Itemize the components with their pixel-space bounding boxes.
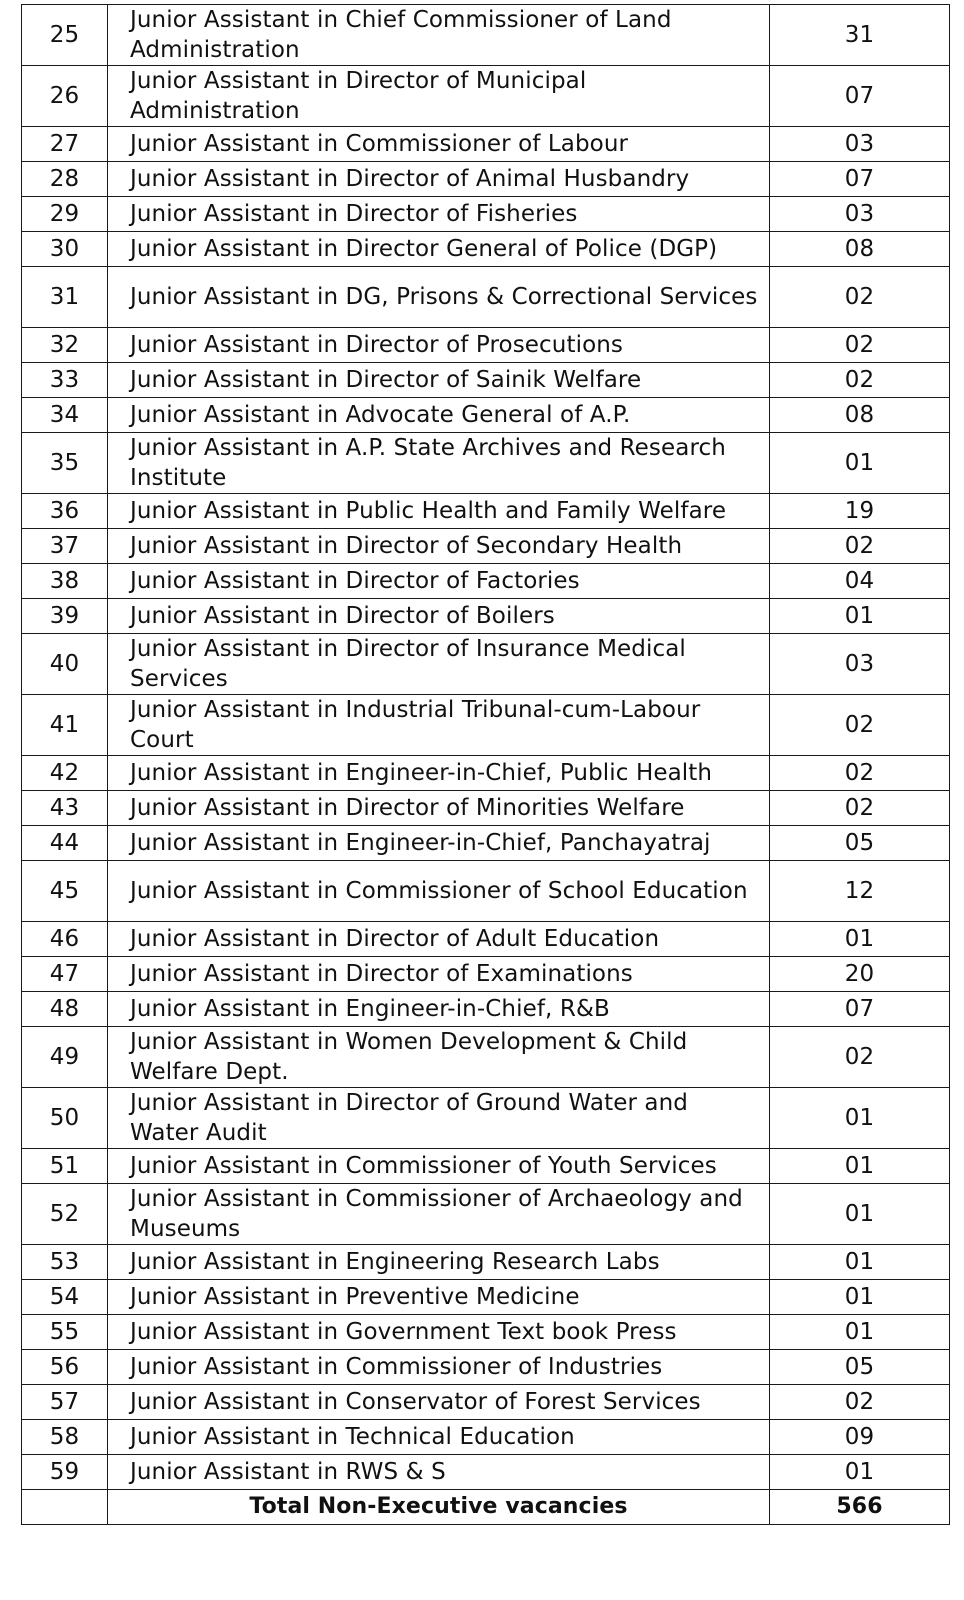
- serial-number-cell: 42: [22, 756, 108, 791]
- serial-number-cell: 36: [22, 494, 108, 529]
- post-name-cell: Junior Assistant in Engineer-in-Chief, R&B: [108, 992, 770, 1027]
- table-row: [22, 1420, 950, 1455]
- vacancy-count-cell: 02: [770, 529, 950, 564]
- vacancy-count-cell: 02: [770, 1027, 950, 1088]
- vacancy-count-cell: 02: [770, 328, 950, 363]
- serial-number-cell: 47: [22, 957, 108, 992]
- post-name-cell: Junior Assistant in Preventive Medicine: [108, 1280, 770, 1315]
- post-name-cell: Junior Assistant in Director of Insurance Medical Services: [108, 634, 770, 695]
- table-row: [22, 1027, 950, 1088]
- vacancy-count-cell: 12: [770, 861, 950, 922]
- vacancy-count-cell: 01: [770, 922, 950, 957]
- post-name-cell: Junior Assistant in Advocate General of A.P.: [108, 398, 770, 433]
- vacancy-count-cell: 02: [770, 267, 950, 328]
- serial-number-cell: 54: [22, 1280, 108, 1315]
- vacancy-count-cell: 01: [770, 599, 950, 634]
- post-name-cell: Junior Assistant in DG, Prisons & Correctional Services: [108, 267, 770, 328]
- table-row: [22, 756, 950, 791]
- table-row: [22, 1350, 950, 1385]
- vacancy-table-body: [22, 5, 950, 1525]
- post-name-cell: Junior Assistant in Director of Examinations: [108, 957, 770, 992]
- table-row: [22, 1184, 950, 1245]
- table-row: [22, 5, 950, 66]
- table-row: [22, 127, 950, 162]
- table-row: [22, 791, 950, 826]
- table-row: [22, 494, 950, 529]
- post-name-cell: Junior Assistant in Director of Municipal Administration: [108, 66, 770, 127]
- post-name-cell: Junior Assistant in Director General of Police (DGP): [108, 232, 770, 267]
- serial-number-cell: 40: [22, 634, 108, 695]
- post-name-cell: Junior Assistant in Director of Factories: [108, 564, 770, 599]
- table-row: [22, 433, 950, 494]
- post-name-cell: Junior Assistant in Industrial Tribunal-cum-Labour Court: [108, 695, 770, 756]
- post-name-cell: Junior Assistant in Director of Ground Water and Water Audit: [108, 1088, 770, 1149]
- vacancy-count-cell: 01: [770, 1455, 950, 1490]
- post-name-cell: Junior Assistant in Technical Education: [108, 1420, 770, 1455]
- table-row: [22, 1455, 950, 1490]
- serial-number-cell: 58: [22, 1420, 108, 1455]
- post-name-cell: Junior Assistant in Director of Boilers: [108, 599, 770, 634]
- table-row: [22, 992, 950, 1027]
- table-row: [22, 695, 950, 756]
- table-row: [22, 162, 950, 197]
- serial-number-cell: 55: [22, 1315, 108, 1350]
- serial-number-cell: 32: [22, 328, 108, 363]
- serial-number-cell: 31: [22, 267, 108, 328]
- vacancy-count-cell: 01: [770, 1184, 950, 1245]
- table-row: [22, 328, 950, 363]
- table-row: [22, 1245, 950, 1280]
- vacancy-count-cell: 02: [770, 363, 950, 398]
- serial-number-cell: 30: [22, 232, 108, 267]
- table-row: [22, 66, 950, 127]
- vacancy-count-cell: 05: [770, 826, 950, 861]
- serial-number-cell: 29: [22, 197, 108, 232]
- serial-number-cell: 34: [22, 398, 108, 433]
- vacancy-count-cell: 08: [770, 232, 950, 267]
- post-name-cell: Junior Assistant in Engineer-in-Chief, Panchayatraj: [108, 826, 770, 861]
- serial-number-cell: 27: [22, 127, 108, 162]
- vacancy-count-cell: 01: [770, 1280, 950, 1315]
- vacancy-count-cell: 02: [770, 695, 950, 756]
- vacancy-count-cell: 08: [770, 398, 950, 433]
- vacancy-count-cell: 01: [770, 1149, 950, 1184]
- post-name-cell: Junior Assistant in Commissioner of Archaeology and Museums: [108, 1184, 770, 1245]
- post-name-cell: Junior Assistant in Director of Animal Husbandry: [108, 162, 770, 197]
- serial-number-cell: 44: [22, 826, 108, 861]
- vacancy-count-cell: 31: [770, 5, 950, 66]
- table-row: [22, 1315, 950, 1350]
- post-name-cell: Junior Assistant in Director of Minorities Welfare: [108, 791, 770, 826]
- total-label: Total Non-Executive vacancies: [108, 1490, 770, 1525]
- post-name-cell: Junior Assistant in Government Text book Press: [108, 1315, 770, 1350]
- total-row: [22, 1490, 950, 1525]
- table-row: [22, 1385, 950, 1420]
- serial-number-cell: 38: [22, 564, 108, 599]
- table-row: [22, 529, 950, 564]
- post-name-cell: Junior Assistant in Commissioner of Youth Services: [108, 1149, 770, 1184]
- serial-number-cell: 45: [22, 861, 108, 922]
- table-row: [22, 957, 950, 992]
- vacancy-count-cell: 01: [770, 433, 950, 494]
- post-name-cell: Junior Assistant in Director of Prosecutions: [108, 328, 770, 363]
- vacancy-count-cell: 19: [770, 494, 950, 529]
- table-row: [22, 634, 950, 695]
- table-row: [22, 363, 950, 398]
- vacancy-count-cell: 05: [770, 1350, 950, 1385]
- post-name-cell: Junior Assistant in Conservator of Forest Services: [108, 1385, 770, 1420]
- vacancy-count-cell: 07: [770, 162, 950, 197]
- serial-number-cell: 33: [22, 363, 108, 398]
- serial-number-cell: 39: [22, 599, 108, 634]
- serial-number-cell: 56: [22, 1350, 108, 1385]
- vacancy-count-cell: 02: [770, 791, 950, 826]
- post-name-cell: Junior Assistant in Commissioner of Industries: [108, 1350, 770, 1385]
- vacancy-table: [21, 4, 950, 1525]
- vacancy-count-cell: 01: [770, 1088, 950, 1149]
- vacancy-count-cell: 03: [770, 197, 950, 232]
- serial-number-cell: 41: [22, 695, 108, 756]
- serial-number-cell: 51: [22, 1149, 108, 1184]
- vacancy-count-cell: 09: [770, 1420, 950, 1455]
- table-row: [22, 197, 950, 232]
- table-row: [22, 1149, 950, 1184]
- vacancy-count-cell: 03: [770, 634, 950, 695]
- post-name-cell: Junior Assistant in A.P. State Archives and Research Institute: [108, 433, 770, 494]
- vacancy-count-cell: 20: [770, 957, 950, 992]
- serial-number-cell: 26: [22, 66, 108, 127]
- serial-number-cell: 37: [22, 529, 108, 564]
- serial-number-cell: 49: [22, 1027, 108, 1088]
- post-name-cell: Junior Assistant in RWS & S: [108, 1455, 770, 1490]
- post-name-cell: Junior Assistant in Commissioner of School Education: [108, 861, 770, 922]
- post-name-cell: Junior Assistant in Director of Secondary Health: [108, 529, 770, 564]
- serial-number-cell: 25: [22, 5, 108, 66]
- table-row: [22, 232, 950, 267]
- table-row: [22, 267, 950, 328]
- vacancy-count-cell: 02: [770, 1385, 950, 1420]
- table-row: [22, 861, 950, 922]
- vacancy-count-cell: 07: [770, 992, 950, 1027]
- serial-number-cell: 53: [22, 1245, 108, 1280]
- vacancy-count-cell: 07: [770, 66, 950, 127]
- post-name-cell: Junior Assistant in Director of Fisheries: [108, 197, 770, 232]
- post-name-cell: Junior Assistant in Chief Commissioner of Land Administration: [108, 5, 770, 66]
- serial-number-cell: 48: [22, 992, 108, 1027]
- total-value: 566: [770, 1490, 950, 1525]
- vacancy-table-page: [21, 4, 949, 1525]
- vacancy-count-cell: 03: [770, 127, 950, 162]
- post-name-cell: Junior Assistant in Engineer-in-Chief, Public Health: [108, 756, 770, 791]
- post-name-cell: Junior Assistant in Commissioner of Labour: [108, 127, 770, 162]
- serial-number-cell: 46: [22, 922, 108, 957]
- table-row: [22, 1280, 950, 1315]
- serial-number-cell: 28: [22, 162, 108, 197]
- table-row: [22, 922, 950, 957]
- post-name-cell: Junior Assistant in Engineering Research Labs: [108, 1245, 770, 1280]
- table-row: [22, 398, 950, 433]
- vacancy-count-cell: 01: [770, 1315, 950, 1350]
- post-name-cell: Junior Assistant in Public Health and Family Welfare: [108, 494, 770, 529]
- serial-number-cell: 52: [22, 1184, 108, 1245]
- post-name-cell: Junior Assistant in Director of Sainik Welfare: [108, 363, 770, 398]
- table-row: [22, 1088, 950, 1149]
- table-row: [22, 564, 950, 599]
- vacancy-count-cell: 04: [770, 564, 950, 599]
- serial-number-cell: 35: [22, 433, 108, 494]
- table-row: [22, 826, 950, 861]
- table-row: [22, 599, 950, 634]
- vacancy-count-cell: 02: [770, 756, 950, 791]
- vacancy-count-cell: 01: [770, 1245, 950, 1280]
- post-name-cell: Junior Assistant in Director of Adult Education: [108, 922, 770, 957]
- post-name-cell: Junior Assistant in Women Development & Child Welfare Dept.: [108, 1027, 770, 1088]
- serial-number-cell: 43: [22, 791, 108, 826]
- serial-number-cell: 50: [22, 1088, 108, 1149]
- serial-number-cell: 57: [22, 1385, 108, 1420]
- total-sno-cell: [22, 1490, 108, 1525]
- serial-number-cell: 59: [22, 1455, 108, 1490]
